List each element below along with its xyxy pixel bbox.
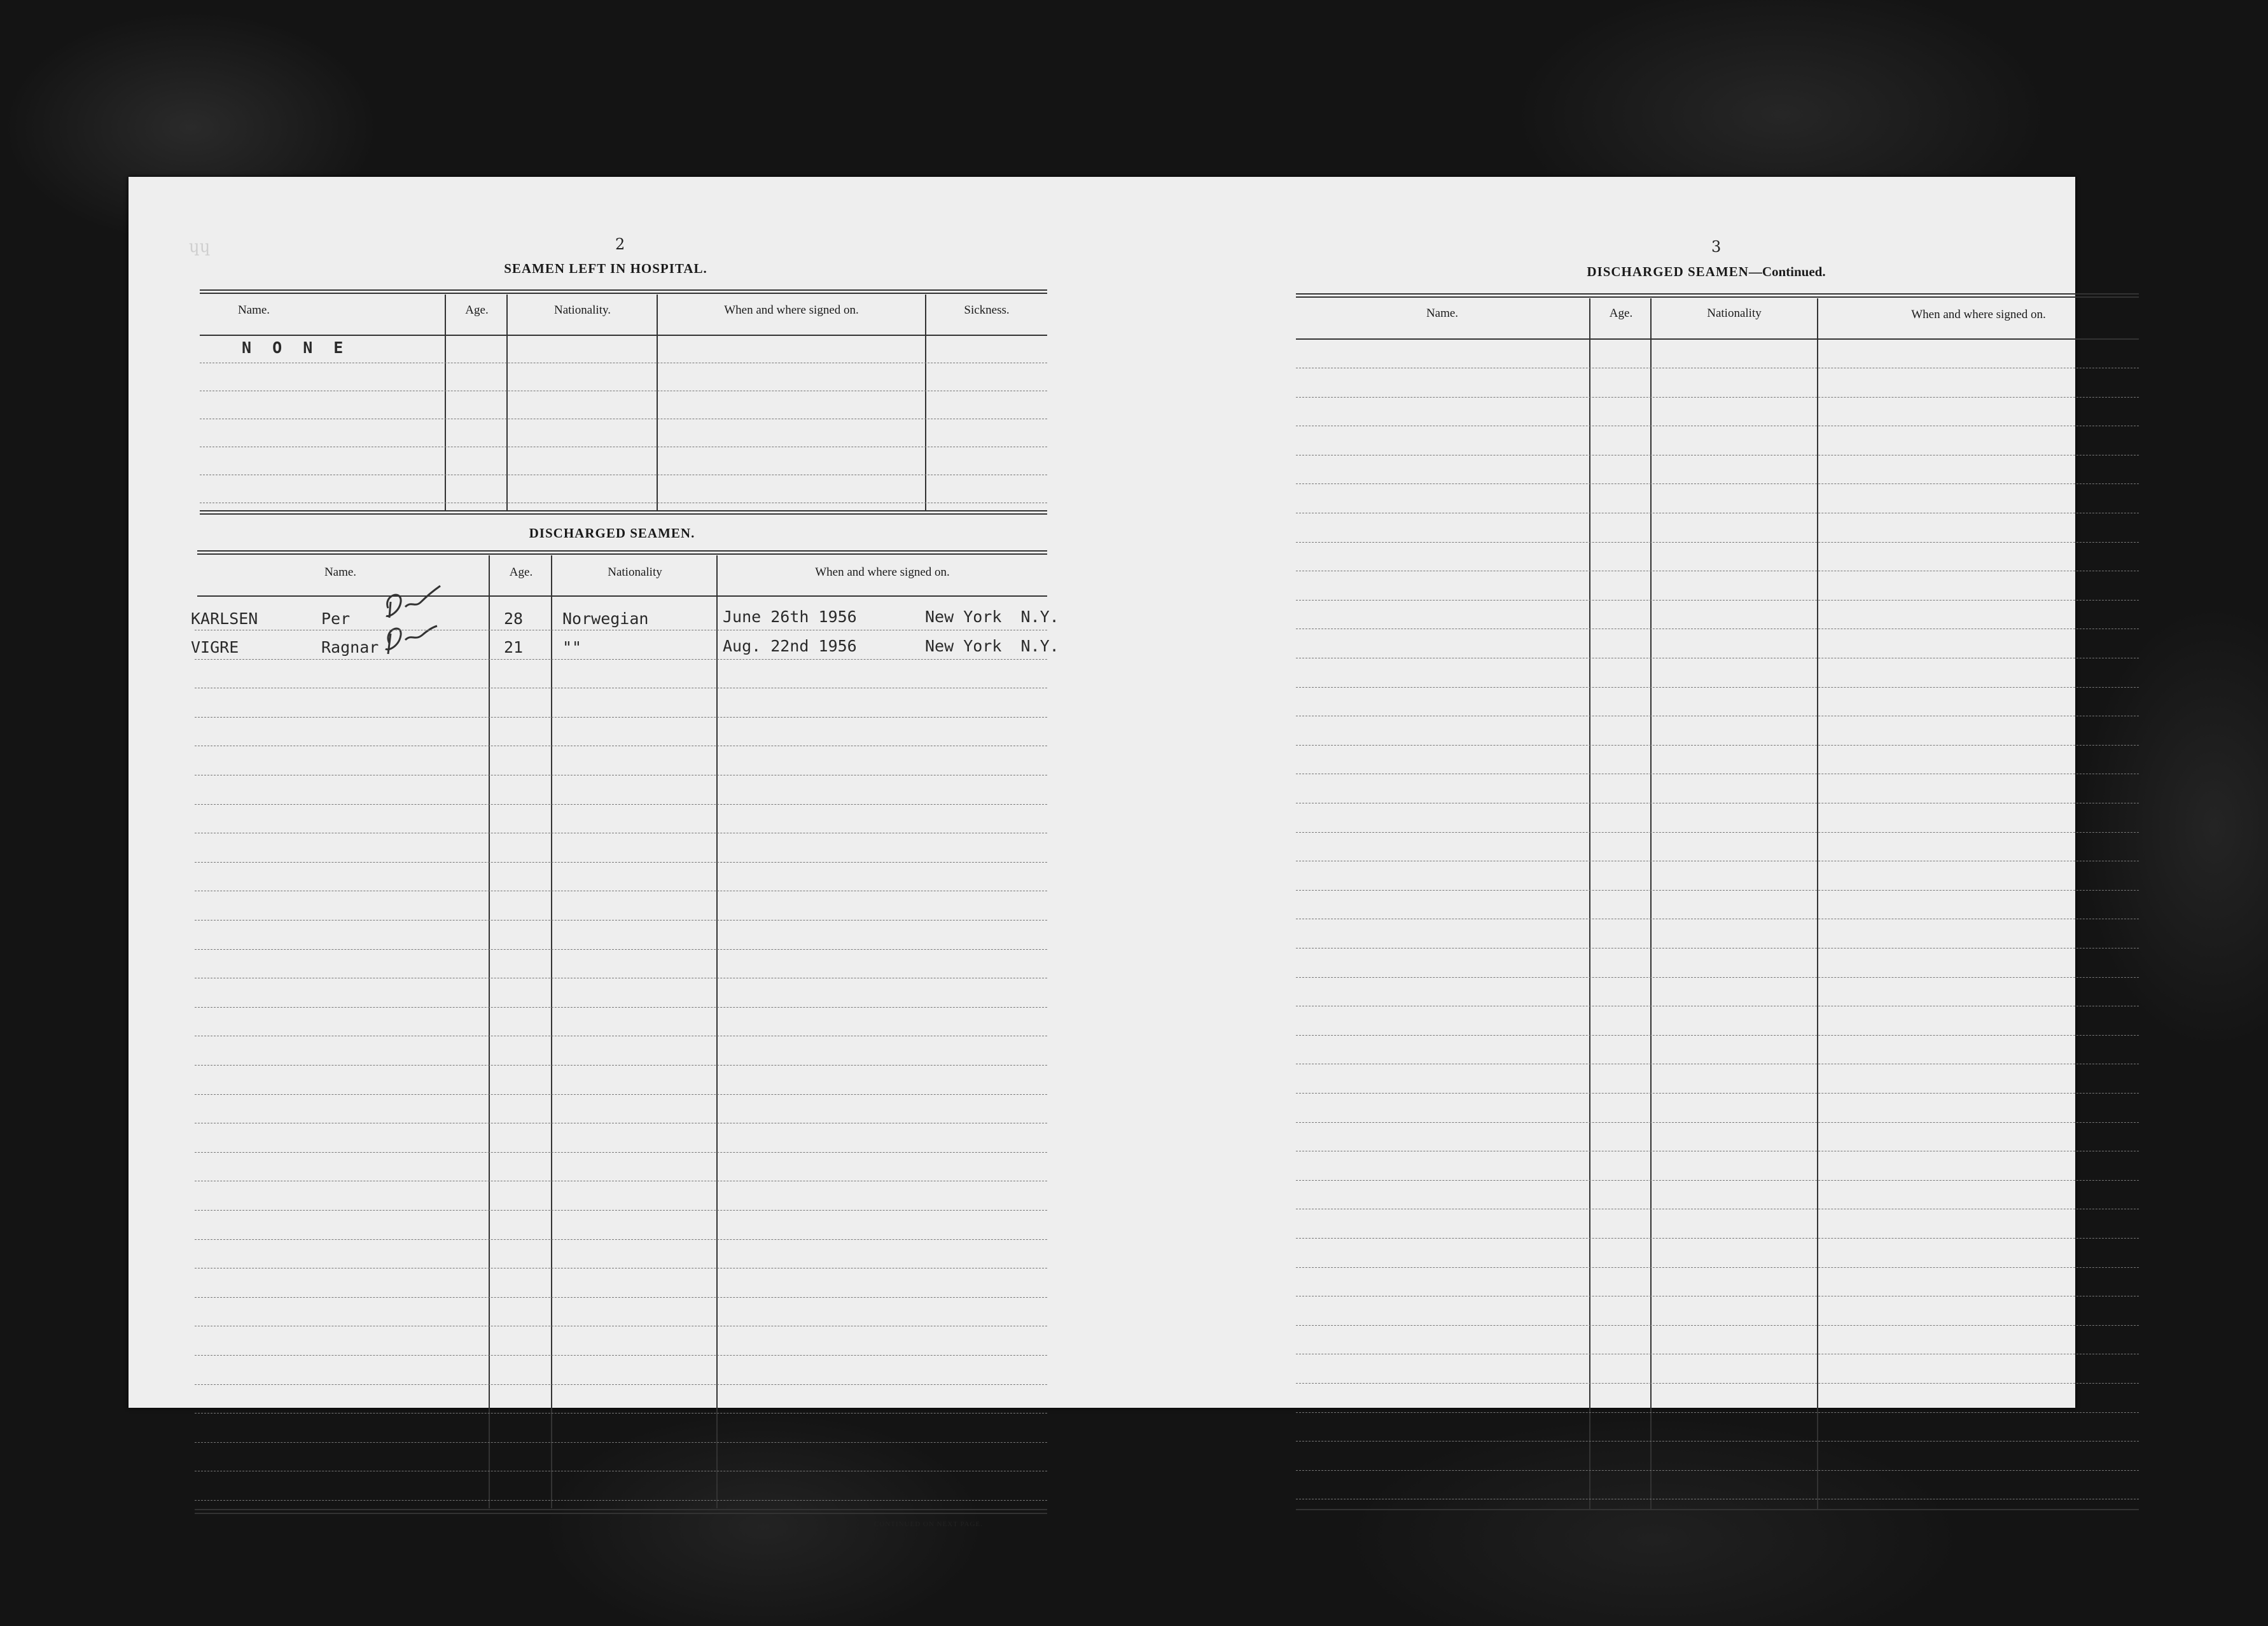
ruled-line <box>1296 745 2139 746</box>
discharged-col-name: Name. <box>324 566 357 579</box>
ruled-line <box>1296 600 2139 601</box>
ruled-line <box>1296 832 2139 833</box>
handwritten-initials <box>377 583 459 665</box>
left-page <box>129 177 1172 1528</box>
ruled-line <box>1296 1412 2139 1413</box>
right-col-age: Age. <box>1609 307 1633 320</box>
discharged-col-nationality: Nationality <box>608 566 662 579</box>
row-2-date: Aug. 22nd 1956 <box>723 637 857 655</box>
right-header-rule <box>1296 338 2139 340</box>
discharged-col-age: Age. <box>509 566 533 579</box>
hospital-col-signed-on: When and where signed on. <box>724 303 859 317</box>
hospital-col-sickness: Sickness. <box>964 303 1010 317</box>
ruled-line <box>195 1152 1047 1153</box>
ruled-line <box>195 1442 1047 1443</box>
ruled-line <box>1296 542 2139 543</box>
ruled-line <box>1296 1180 2139 1181</box>
hospital-bottom-rule <box>200 510 1047 515</box>
discharged-header-rule <box>197 595 1047 597</box>
continued-note: CONTINUED ON NEXT PAGE. <box>874 1520 983 1528</box>
hospital-top-rule <box>200 289 1047 294</box>
discharged-divider <box>551 555 552 1508</box>
ruled-line <box>1296 890 2139 891</box>
row-2-nationality: "" <box>562 638 582 657</box>
ruled-line <box>195 1500 1047 1501</box>
ruled-line <box>1296 397 2139 398</box>
ruled-line <box>1296 1093 2139 1094</box>
hospital-col-nationality: Nationality. <box>554 303 611 317</box>
ruled-line <box>195 1384 1047 1385</box>
right-col-nationality: Nationality <box>1707 307 1762 320</box>
ruled-line <box>195 1413 1047 1414</box>
hospital-col-name: Name. <box>237 303 270 317</box>
hospital-divider <box>445 295 446 511</box>
ruled-line <box>1296 1035 2139 1036</box>
right-top-rule <box>1296 293 2139 298</box>
ruled-line <box>1296 1267 2139 1268</box>
discharged-bottom-rule <box>195 1509 1047 1510</box>
discharged-top-rule <box>197 550 1047 555</box>
right-col-signed-on: When and where signed on. <box>1911 308 2046 321</box>
ruled-line <box>195 1297 1047 1298</box>
page-number: 2 <box>615 235 625 253</box>
ruled-line <box>195 920 1047 921</box>
page-number: 3 <box>1711 238 1722 256</box>
hospital-none-entry: N O N E <box>242 338 349 357</box>
row-2-given-name: Ragnar <box>321 638 379 657</box>
hospital-divider <box>925 295 926 511</box>
discharged-section-title: DISCHARGED SEAMEN. <box>529 525 695 541</box>
ruled-line <box>195 1065 1047 1066</box>
ruled-line <box>1296 977 2139 978</box>
ruled-line <box>195 1239 1047 1240</box>
right-title-suffix: —Continued. <box>1748 264 1826 279</box>
ruled-line <box>1296 1122 2139 1123</box>
ruled-line <box>1296 1441 2139 1442</box>
discharged-col-signed-on: When and where signed on. <box>815 566 950 579</box>
ruled-line <box>195 659 1047 660</box>
ruled-line <box>1296 1238 2139 1239</box>
row-1-date: June 26th 1956 <box>723 608 857 626</box>
row-1-given-name: Per <box>321 609 351 628</box>
right-col-name: Name. <box>1426 307 1459 320</box>
discharged-bottom-rule <box>195 1513 1047 1514</box>
row-2-surname: VIGRE <box>191 638 239 657</box>
ruled-line <box>195 862 1047 863</box>
row-1-nationality: Norwegian <box>562 609 649 628</box>
right-divider <box>1589 298 1590 1509</box>
ruled-line <box>195 1094 1047 1095</box>
right-bottom-rule <box>1296 1509 2139 1510</box>
faint-mark: ɥɥ <box>189 237 211 256</box>
right-divider <box>1650 298 1652 1509</box>
ruled-line <box>195 717 1047 718</box>
row-1-place: New York N.Y. <box>925 608 1059 626</box>
ruled-line <box>1296 1325 2139 1326</box>
row-1-age: 28 <box>504 609 524 628</box>
right-section-title <box>1554 264 1859 280</box>
hospital-col-age: Age. <box>465 303 489 317</box>
right-divider <box>1817 298 1818 1509</box>
ruled-line <box>1296 687 2139 688</box>
ruled-line <box>1296 1470 2139 1471</box>
row-2-age: 21 <box>504 638 524 657</box>
ruled-line <box>195 949 1047 950</box>
ruled-line <box>195 1007 1047 1008</box>
discharged-divider <box>489 555 490 1508</box>
ruled-line <box>1296 483 2139 484</box>
row-2-place: New York N.Y. <box>925 637 1059 655</box>
hospital-divider <box>506 295 508 511</box>
row-1-surname: KARLSEN <box>191 609 258 628</box>
ruled-line <box>1296 1383 2139 1384</box>
hospital-section-title: SEAMEN LEFT IN HOSPITAL. <box>504 261 707 276</box>
hospital-header-rule <box>200 335 1047 336</box>
hospital-divider <box>657 295 658 511</box>
ruled-line <box>195 1210 1047 1211</box>
ruled-line <box>195 804 1047 805</box>
discharged-divider <box>716 555 718 1508</box>
ruled-line <box>195 1355 1047 1356</box>
right-title-main: DISCHARGED SEAMEN <box>1587 264 1749 279</box>
right-page <box>1172 177 2075 1408</box>
ledger-sheet <box>129 177 2075 1528</box>
